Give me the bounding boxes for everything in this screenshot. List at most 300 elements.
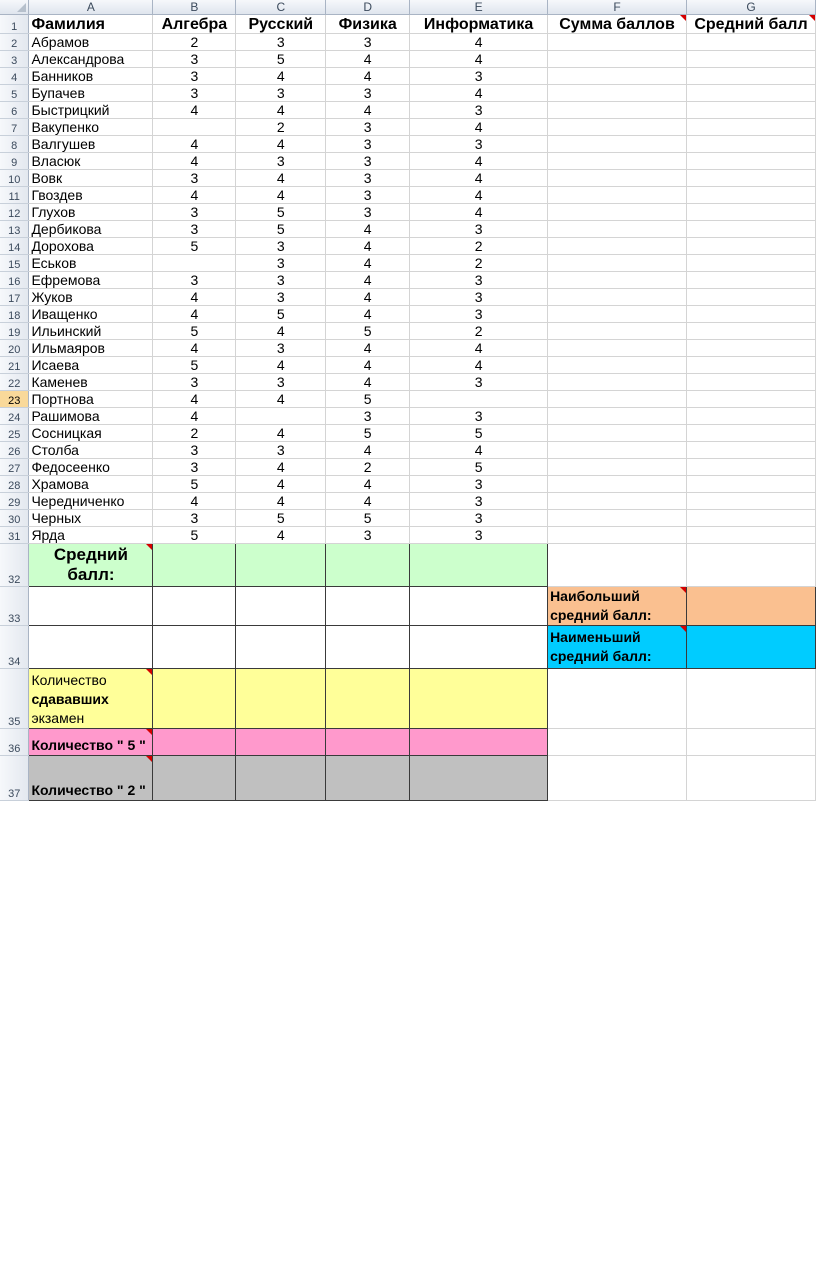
surname-cell[interactable]: Власюк bbox=[29, 153, 153, 170]
row-header[interactable]: 3 bbox=[0, 51, 29, 68]
informatics-cell[interactable]: 4 bbox=[410, 357, 548, 374]
average-cell[interactable] bbox=[686, 425, 815, 442]
physics-cell[interactable]: 3 bbox=[326, 187, 410, 204]
sum-cell[interactable] bbox=[548, 255, 687, 272]
cell[interactable] bbox=[686, 729, 815, 756]
count-five-informatics-cell[interactable] bbox=[410, 729, 548, 756]
max-average-value-cell[interactable] bbox=[686, 587, 815, 626]
average-cell[interactable] bbox=[686, 221, 815, 238]
physics-cell[interactable]: 2 bbox=[326, 459, 410, 476]
average-russian-cell[interactable] bbox=[236, 544, 326, 587]
cell[interactable] bbox=[548, 544, 687, 587]
informatics-cell[interactable]: 3 bbox=[410, 272, 548, 289]
russian-cell[interactable]: 4 bbox=[236, 187, 326, 204]
russian-cell[interactable]: 3 bbox=[236, 374, 326, 391]
row-header[interactable]: 19 bbox=[0, 323, 29, 340]
row-header[interactable]: 7 bbox=[0, 119, 29, 136]
comment-marker[interactable] bbox=[146, 544, 152, 550]
surname-cell[interactable]: Чередниченко bbox=[29, 493, 153, 510]
column-header-d[interactable]: D bbox=[326, 0, 410, 15]
sum-cell[interactable] bbox=[548, 153, 687, 170]
algebra-cell[interactable]: 3 bbox=[153, 442, 236, 459]
count-five-label-cell[interactable]: Количество " 5 " bbox=[29, 729, 153, 756]
physics-cell[interactable]: 4 bbox=[326, 102, 410, 119]
row-header[interactable]: 2 bbox=[0, 34, 29, 51]
surname-cell[interactable]: Черных bbox=[29, 510, 153, 527]
informatics-cell[interactable]: 3 bbox=[410, 102, 548, 119]
informatics-cell[interactable]: 3 bbox=[410, 68, 548, 85]
row-header[interactable]: 25 bbox=[0, 425, 29, 442]
surname-cell[interactable]: Каменев bbox=[29, 374, 153, 391]
physics-cell[interactable]: 4 bbox=[326, 493, 410, 510]
informatics-cell[interactable]: 3 bbox=[410, 527, 548, 544]
informatics-cell[interactable]: 3 bbox=[410, 493, 548, 510]
max-average-label-cell[interactable]: Наибольший средний балл: bbox=[548, 587, 687, 626]
physics-cell[interactable]: 3 bbox=[326, 136, 410, 153]
russian-cell[interactable]: 4 bbox=[236, 493, 326, 510]
informatics-cell[interactable]: 5 bbox=[410, 425, 548, 442]
surname-cell[interactable]: Рашимова bbox=[29, 408, 153, 425]
passed-count-label-cell[interactable] bbox=[29, 669, 153, 729]
physics-cell[interactable]: 4 bbox=[326, 340, 410, 357]
average-cell[interactable] bbox=[686, 51, 815, 68]
surname-cell[interactable]: Иващенко bbox=[29, 306, 153, 323]
surname-cell[interactable]: Ярда bbox=[29, 527, 153, 544]
physics-cell[interactable]: 5 bbox=[326, 510, 410, 527]
algebra-cell[interactable]: 4 bbox=[153, 187, 236, 204]
row-header[interactable]: 30 bbox=[0, 510, 29, 527]
russian-cell[interactable]: 3 bbox=[236, 272, 326, 289]
sum-cell[interactable] bbox=[548, 357, 687, 374]
average-informatics-cell[interactable] bbox=[410, 544, 548, 587]
average-label-cell[interactable]: Средний балл: bbox=[29, 544, 153, 587]
header-cell-russian[interactable]: Русский bbox=[236, 15, 326, 34]
sum-cell[interactable] bbox=[548, 119, 687, 136]
algebra-cell[interactable]: 2 bbox=[153, 34, 236, 51]
row-header[interactable]: 9 bbox=[0, 153, 29, 170]
average-cell[interactable] bbox=[686, 340, 815, 357]
algebra-cell[interactable]: 4 bbox=[153, 306, 236, 323]
physics-cell[interactable]: 3 bbox=[326, 204, 410, 221]
average-cell[interactable] bbox=[686, 323, 815, 340]
comment-marker[interactable] bbox=[809, 15, 815, 21]
russian-cell[interactable]: 4 bbox=[236, 527, 326, 544]
sum-cell[interactable] bbox=[548, 476, 687, 493]
cell[interactable] bbox=[686, 756, 815, 801]
cell[interactable] bbox=[548, 669, 687, 729]
informatics-cell[interactable]: 4 bbox=[410, 442, 548, 459]
surname-cell[interactable]: Федосеенко bbox=[29, 459, 153, 476]
sum-cell[interactable] bbox=[548, 527, 687, 544]
cell[interactable] bbox=[153, 626, 236, 669]
comment-marker[interactable] bbox=[680, 15, 686, 21]
informatics-cell[interactable]: 4 bbox=[410, 34, 548, 51]
average-cell[interactable] bbox=[686, 357, 815, 374]
algebra-cell[interactable]: 4 bbox=[153, 136, 236, 153]
row-header[interactable]: 26 bbox=[0, 442, 29, 459]
row-header[interactable]: 35 bbox=[0, 669, 29, 729]
russian-cell[interactable]: 3 bbox=[236, 340, 326, 357]
sum-cell[interactable] bbox=[548, 340, 687, 357]
row-header[interactable]: 33 bbox=[0, 587, 29, 626]
comment-marker[interactable] bbox=[680, 587, 686, 593]
sum-cell[interactable] bbox=[548, 68, 687, 85]
physics-cell[interactable]: 4 bbox=[326, 357, 410, 374]
russian-cell[interactable]: 4 bbox=[236, 357, 326, 374]
average-cell[interactable] bbox=[686, 238, 815, 255]
min-average-value-cell[interactable] bbox=[686, 626, 815, 669]
average-algebra-cell[interactable] bbox=[153, 544, 236, 587]
algebra-cell[interactable]: 3 bbox=[153, 85, 236, 102]
row-header[interactable]: 10 bbox=[0, 170, 29, 187]
physics-cell[interactable]: 3 bbox=[326, 170, 410, 187]
comment-marker[interactable] bbox=[146, 729, 152, 735]
row-header[interactable]: 18 bbox=[0, 306, 29, 323]
physics-cell[interactable]: 3 bbox=[326, 153, 410, 170]
sum-cell[interactable] bbox=[548, 102, 687, 119]
surname-cell[interactable]: Исаева bbox=[29, 357, 153, 374]
header-cell-sum[interactable]: Сумма баллов bbox=[548, 15, 687, 34]
row-header[interactable]: 5 bbox=[0, 85, 29, 102]
russian-cell[interactable]: 5 bbox=[236, 204, 326, 221]
russian-cell[interactable]: 3 bbox=[236, 85, 326, 102]
algebra-cell[interactable]: 4 bbox=[153, 289, 236, 306]
surname-cell[interactable]: Дорохова bbox=[29, 238, 153, 255]
algebra-cell[interactable]: 3 bbox=[153, 204, 236, 221]
average-cell[interactable] bbox=[686, 68, 815, 85]
column-header-b[interactable]: B bbox=[153, 0, 236, 15]
sum-cell[interactable] bbox=[548, 374, 687, 391]
informatics-cell[interactable]: 4 bbox=[410, 340, 548, 357]
row-header[interactable]: 15 bbox=[0, 255, 29, 272]
cell[interactable] bbox=[236, 626, 326, 669]
sum-cell[interactable] bbox=[548, 34, 687, 51]
average-cell[interactable] bbox=[686, 170, 815, 187]
sum-cell[interactable] bbox=[548, 289, 687, 306]
average-cell[interactable] bbox=[686, 306, 815, 323]
surname-cell[interactable]: Дербикова bbox=[29, 221, 153, 238]
surname-cell[interactable]: Гвоздев bbox=[29, 187, 153, 204]
sum-cell[interactable] bbox=[548, 323, 687, 340]
sum-cell[interactable] bbox=[548, 425, 687, 442]
algebra-cell[interactable]: 5 bbox=[153, 527, 236, 544]
row-header[interactable]: 14 bbox=[0, 238, 29, 255]
sum-cell[interactable] bbox=[548, 459, 687, 476]
informatics-cell[interactable]: 4 bbox=[410, 51, 548, 68]
algebra-cell[interactable]: 3 bbox=[153, 374, 236, 391]
cell[interactable] bbox=[410, 626, 548, 669]
russian-cell[interactable]: 4 bbox=[236, 323, 326, 340]
algebra-cell[interactable]: 3 bbox=[153, 272, 236, 289]
algebra-cell[interactable] bbox=[153, 255, 236, 272]
surname-cell[interactable]: Банников bbox=[29, 68, 153, 85]
cell[interactable] bbox=[548, 756, 687, 801]
count-five-physics-cell[interactable] bbox=[326, 729, 410, 756]
algebra-cell[interactable]: 4 bbox=[153, 408, 236, 425]
physics-cell[interactable]: 4 bbox=[326, 238, 410, 255]
surname-cell[interactable]: Александрова bbox=[29, 51, 153, 68]
surname-cell[interactable]: Валгушев bbox=[29, 136, 153, 153]
count-two-russian-cell[interactable] bbox=[236, 756, 326, 801]
informatics-cell[interactable]: 3 bbox=[410, 289, 548, 306]
comment-marker[interactable] bbox=[146, 756, 152, 762]
count-two-physics-cell[interactable] bbox=[326, 756, 410, 801]
informatics-cell[interactable]: 4 bbox=[410, 204, 548, 221]
sum-cell[interactable] bbox=[548, 170, 687, 187]
physics-cell[interactable]: 3 bbox=[326, 34, 410, 51]
row-header[interactable]: 23 bbox=[0, 391, 29, 408]
russian-cell[interactable]: 3 bbox=[236, 289, 326, 306]
physics-cell[interactable]: 4 bbox=[326, 374, 410, 391]
informatics-cell[interactable]: 3 bbox=[410, 136, 548, 153]
min-average-label-cell[interactable]: Наименьший средний балл: bbox=[548, 626, 687, 669]
header-cell-average[interactable]: Средний балл bbox=[686, 15, 815, 34]
average-cell[interactable] bbox=[686, 34, 815, 51]
surname-cell[interactable]: Ильмаяров bbox=[29, 340, 153, 357]
algebra-cell[interactable]: 5 bbox=[153, 323, 236, 340]
physics-cell[interactable]: 4 bbox=[326, 476, 410, 493]
informatics-cell[interactable]: 3 bbox=[410, 510, 548, 527]
russian-cell[interactable] bbox=[236, 408, 326, 425]
sum-cell[interactable] bbox=[548, 306, 687, 323]
average-cell[interactable] bbox=[686, 527, 815, 544]
physics-cell[interactable]: 4 bbox=[326, 272, 410, 289]
algebra-cell[interactable]: 3 bbox=[153, 68, 236, 85]
russian-cell[interactable]: 5 bbox=[236, 221, 326, 238]
average-cell[interactable] bbox=[686, 442, 815, 459]
informatics-cell[interactable]: 4 bbox=[410, 153, 548, 170]
surname-cell[interactable]: Быстрицкий bbox=[29, 102, 153, 119]
average-cell[interactable] bbox=[686, 510, 815, 527]
passed-informatics-cell[interactable] bbox=[410, 669, 548, 729]
russian-cell[interactable]: 4 bbox=[236, 476, 326, 493]
physics-cell[interactable]: 3 bbox=[326, 527, 410, 544]
comment-marker[interactable] bbox=[146, 669, 152, 675]
informatics-cell[interactable]: 2 bbox=[410, 323, 548, 340]
average-cell[interactable] bbox=[686, 136, 815, 153]
algebra-cell[interactable]: 4 bbox=[153, 340, 236, 357]
physics-cell[interactable]: 3 bbox=[326, 85, 410, 102]
algebra-cell[interactable]: 5 bbox=[153, 357, 236, 374]
passed-algebra-cell[interactable] bbox=[153, 669, 236, 729]
surname-cell[interactable]: Ильинский bbox=[29, 323, 153, 340]
row-header[interactable]: 13 bbox=[0, 221, 29, 238]
informatics-cell[interactable]: 3 bbox=[410, 374, 548, 391]
physics-cell[interactable]: 4 bbox=[326, 221, 410, 238]
cell[interactable] bbox=[326, 587, 410, 626]
russian-cell[interactable]: 3 bbox=[236, 238, 326, 255]
column-header-f[interactable]: F bbox=[548, 0, 687, 15]
algebra-cell[interactable]: 3 bbox=[153, 170, 236, 187]
average-cell[interactable] bbox=[686, 85, 815, 102]
algebra-cell[interactable]: 3 bbox=[153, 221, 236, 238]
cell[interactable] bbox=[29, 626, 153, 669]
average-cell[interactable] bbox=[686, 102, 815, 119]
column-header-g[interactable]: G bbox=[686, 0, 815, 15]
informatics-cell[interactable]: 5 bbox=[410, 459, 548, 476]
sum-cell[interactable] bbox=[548, 136, 687, 153]
informatics-cell[interactable]: 3 bbox=[410, 221, 548, 238]
algebra-cell[interactable]: 3 bbox=[153, 459, 236, 476]
average-cell[interactable] bbox=[686, 391, 815, 408]
algebra-cell[interactable]: 4 bbox=[153, 391, 236, 408]
informatics-cell[interactable]: 3 bbox=[410, 306, 548, 323]
informatics-cell[interactable]: 4 bbox=[410, 119, 548, 136]
cell[interactable] bbox=[686, 669, 815, 729]
average-cell[interactable] bbox=[686, 204, 815, 221]
count-five-russian-cell[interactable] bbox=[236, 729, 326, 756]
surname-cell[interactable]: Портнова bbox=[29, 391, 153, 408]
row-header[interactable]: 16 bbox=[0, 272, 29, 289]
algebra-cell[interactable]: 3 bbox=[153, 51, 236, 68]
row-header[interactable]: 21 bbox=[0, 357, 29, 374]
sum-cell[interactable] bbox=[548, 238, 687, 255]
russian-cell[interactable]: 3 bbox=[236, 34, 326, 51]
sum-cell[interactable] bbox=[548, 221, 687, 238]
row-header[interactable]: 20 bbox=[0, 340, 29, 357]
row-header[interactable]: 6 bbox=[0, 102, 29, 119]
physics-cell[interactable]: 4 bbox=[326, 68, 410, 85]
row-header[interactable]: 29 bbox=[0, 493, 29, 510]
row-header[interactable]: 4 bbox=[0, 68, 29, 85]
passed-russian-cell[interactable] bbox=[236, 669, 326, 729]
physics-cell[interactable]: 4 bbox=[326, 51, 410, 68]
average-cell[interactable] bbox=[686, 272, 815, 289]
select-all-corner[interactable] bbox=[0, 0, 29, 15]
sum-cell[interactable] bbox=[548, 85, 687, 102]
sum-cell[interactable] bbox=[548, 204, 687, 221]
physics-cell[interactable]: 3 bbox=[326, 119, 410, 136]
russian-cell[interactable]: 4 bbox=[236, 170, 326, 187]
average-cell[interactable] bbox=[686, 119, 815, 136]
sum-cell[interactable] bbox=[548, 442, 687, 459]
surname-cell[interactable]: Бупачев bbox=[29, 85, 153, 102]
algebra-cell[interactable] bbox=[153, 119, 236, 136]
average-physics-cell[interactable] bbox=[326, 544, 410, 587]
row-header[interactable]: 24 bbox=[0, 408, 29, 425]
surname-cell[interactable]: Абрамов bbox=[29, 34, 153, 51]
row-header[interactable]: 37 bbox=[0, 756, 29, 801]
surname-cell[interactable]: Сосницкая bbox=[29, 425, 153, 442]
surname-cell[interactable]: Столба bbox=[29, 442, 153, 459]
column-header-e[interactable]: E bbox=[410, 0, 548, 15]
row-header[interactable]: 32 bbox=[0, 544, 29, 587]
header-cell-surname[interactable]: Фамилия bbox=[29, 15, 153, 34]
average-cell[interactable] bbox=[686, 187, 815, 204]
russian-cell[interactable]: 4 bbox=[236, 102, 326, 119]
informatics-cell[interactable]: 4 bbox=[410, 85, 548, 102]
passed-physics-cell[interactable] bbox=[326, 669, 410, 729]
russian-cell[interactable]: 4 bbox=[236, 68, 326, 85]
algebra-cell[interactable]: 4 bbox=[153, 493, 236, 510]
row-header[interactable]: 1 bbox=[0, 15, 29, 34]
surname-cell[interactable]: Еськов bbox=[29, 255, 153, 272]
row-header[interactable]: 8 bbox=[0, 136, 29, 153]
algebra-cell[interactable]: 4 bbox=[153, 153, 236, 170]
average-cell[interactable] bbox=[686, 255, 815, 272]
russian-cell[interactable]: 5 bbox=[236, 510, 326, 527]
algebra-cell[interactable]: 5 bbox=[153, 238, 236, 255]
physics-cell[interactable]: 3 bbox=[326, 408, 410, 425]
informatics-cell[interactable]: 4 bbox=[410, 187, 548, 204]
average-cell[interactable] bbox=[686, 476, 815, 493]
row-header[interactable]: 31 bbox=[0, 527, 29, 544]
surname-cell[interactable]: Жуков bbox=[29, 289, 153, 306]
cell[interactable] bbox=[326, 626, 410, 669]
physics-cell[interactable]: 4 bbox=[326, 442, 410, 459]
count-two-label-cell[interactable]: Количество " 2 " bbox=[29, 756, 153, 801]
russian-cell[interactable]: 2 bbox=[236, 119, 326, 136]
column-header-a[interactable]: A bbox=[29, 0, 153, 15]
row-header[interactable]: 36 bbox=[0, 729, 29, 756]
average-cell[interactable] bbox=[686, 408, 815, 425]
sum-cell[interactable] bbox=[548, 391, 687, 408]
row-header[interactable]: 27 bbox=[0, 459, 29, 476]
physics-cell[interactable]: 4 bbox=[326, 255, 410, 272]
informatics-cell[interactable]: 3 bbox=[410, 408, 548, 425]
informatics-cell[interactable]: 2 bbox=[410, 238, 548, 255]
physics-cell[interactable]: 5 bbox=[326, 425, 410, 442]
russian-cell[interactable]: 5 bbox=[236, 51, 326, 68]
sum-cell[interactable] bbox=[548, 187, 687, 204]
russian-cell[interactable]: 4 bbox=[236, 459, 326, 476]
russian-cell[interactable]: 4 bbox=[236, 136, 326, 153]
russian-cell[interactable]: 4 bbox=[236, 391, 326, 408]
header-cell-physics[interactable]: Физика bbox=[326, 15, 410, 34]
sum-cell[interactable] bbox=[548, 493, 687, 510]
sum-cell[interactable] bbox=[548, 272, 687, 289]
average-cell[interactable] bbox=[686, 459, 815, 476]
row-header[interactable]: 28 bbox=[0, 476, 29, 493]
row-header[interactable]: 34 bbox=[0, 626, 29, 669]
count-two-algebra-cell[interactable] bbox=[153, 756, 236, 801]
physics-cell[interactable]: 5 bbox=[326, 323, 410, 340]
russian-cell[interactable]: 3 bbox=[236, 255, 326, 272]
header-cell-informatics[interactable]: Информатика bbox=[410, 15, 548, 34]
surname-cell[interactable]: Ефремова bbox=[29, 272, 153, 289]
algebra-cell[interactable]: 3 bbox=[153, 510, 236, 527]
average-cell[interactable] bbox=[686, 289, 815, 306]
surname-cell[interactable]: Храмова bbox=[29, 476, 153, 493]
informatics-cell[interactable]: 2 bbox=[410, 255, 548, 272]
algebra-cell[interactable]: 4 bbox=[153, 102, 236, 119]
average-cell[interactable] bbox=[686, 374, 815, 391]
physics-cell[interactable]: 4 bbox=[326, 289, 410, 306]
physics-cell[interactable]: 5 bbox=[326, 391, 410, 408]
row-header[interactable]: 22 bbox=[0, 374, 29, 391]
count-two-informatics-cell[interactable] bbox=[410, 756, 548, 801]
informatics-cell[interactable]: 4 bbox=[410, 170, 548, 187]
russian-cell[interactable]: 3 bbox=[236, 153, 326, 170]
count-five-algebra-cell[interactable] bbox=[153, 729, 236, 756]
column-header-c[interactable]: C bbox=[236, 0, 326, 15]
header-cell-algebra[interactable]: Алгебра bbox=[153, 15, 236, 34]
row-header[interactable]: 12 bbox=[0, 204, 29, 221]
russian-cell[interactable]: 3 bbox=[236, 442, 326, 459]
cell[interactable] bbox=[153, 587, 236, 626]
sum-cell[interactable] bbox=[548, 510, 687, 527]
row-header[interactable]: 11 bbox=[0, 187, 29, 204]
russian-cell[interactable]: 4 bbox=[236, 425, 326, 442]
informatics-cell[interactable]: 3 bbox=[410, 476, 548, 493]
sum-cell[interactable] bbox=[548, 51, 687, 68]
surname-cell[interactable]: Глухов bbox=[29, 204, 153, 221]
russian-cell[interactable]: 5 bbox=[236, 306, 326, 323]
comment-marker[interactable] bbox=[680, 626, 686, 632]
cell[interactable] bbox=[548, 729, 687, 756]
cell[interactable] bbox=[410, 587, 548, 626]
average-cell[interactable] bbox=[686, 153, 815, 170]
